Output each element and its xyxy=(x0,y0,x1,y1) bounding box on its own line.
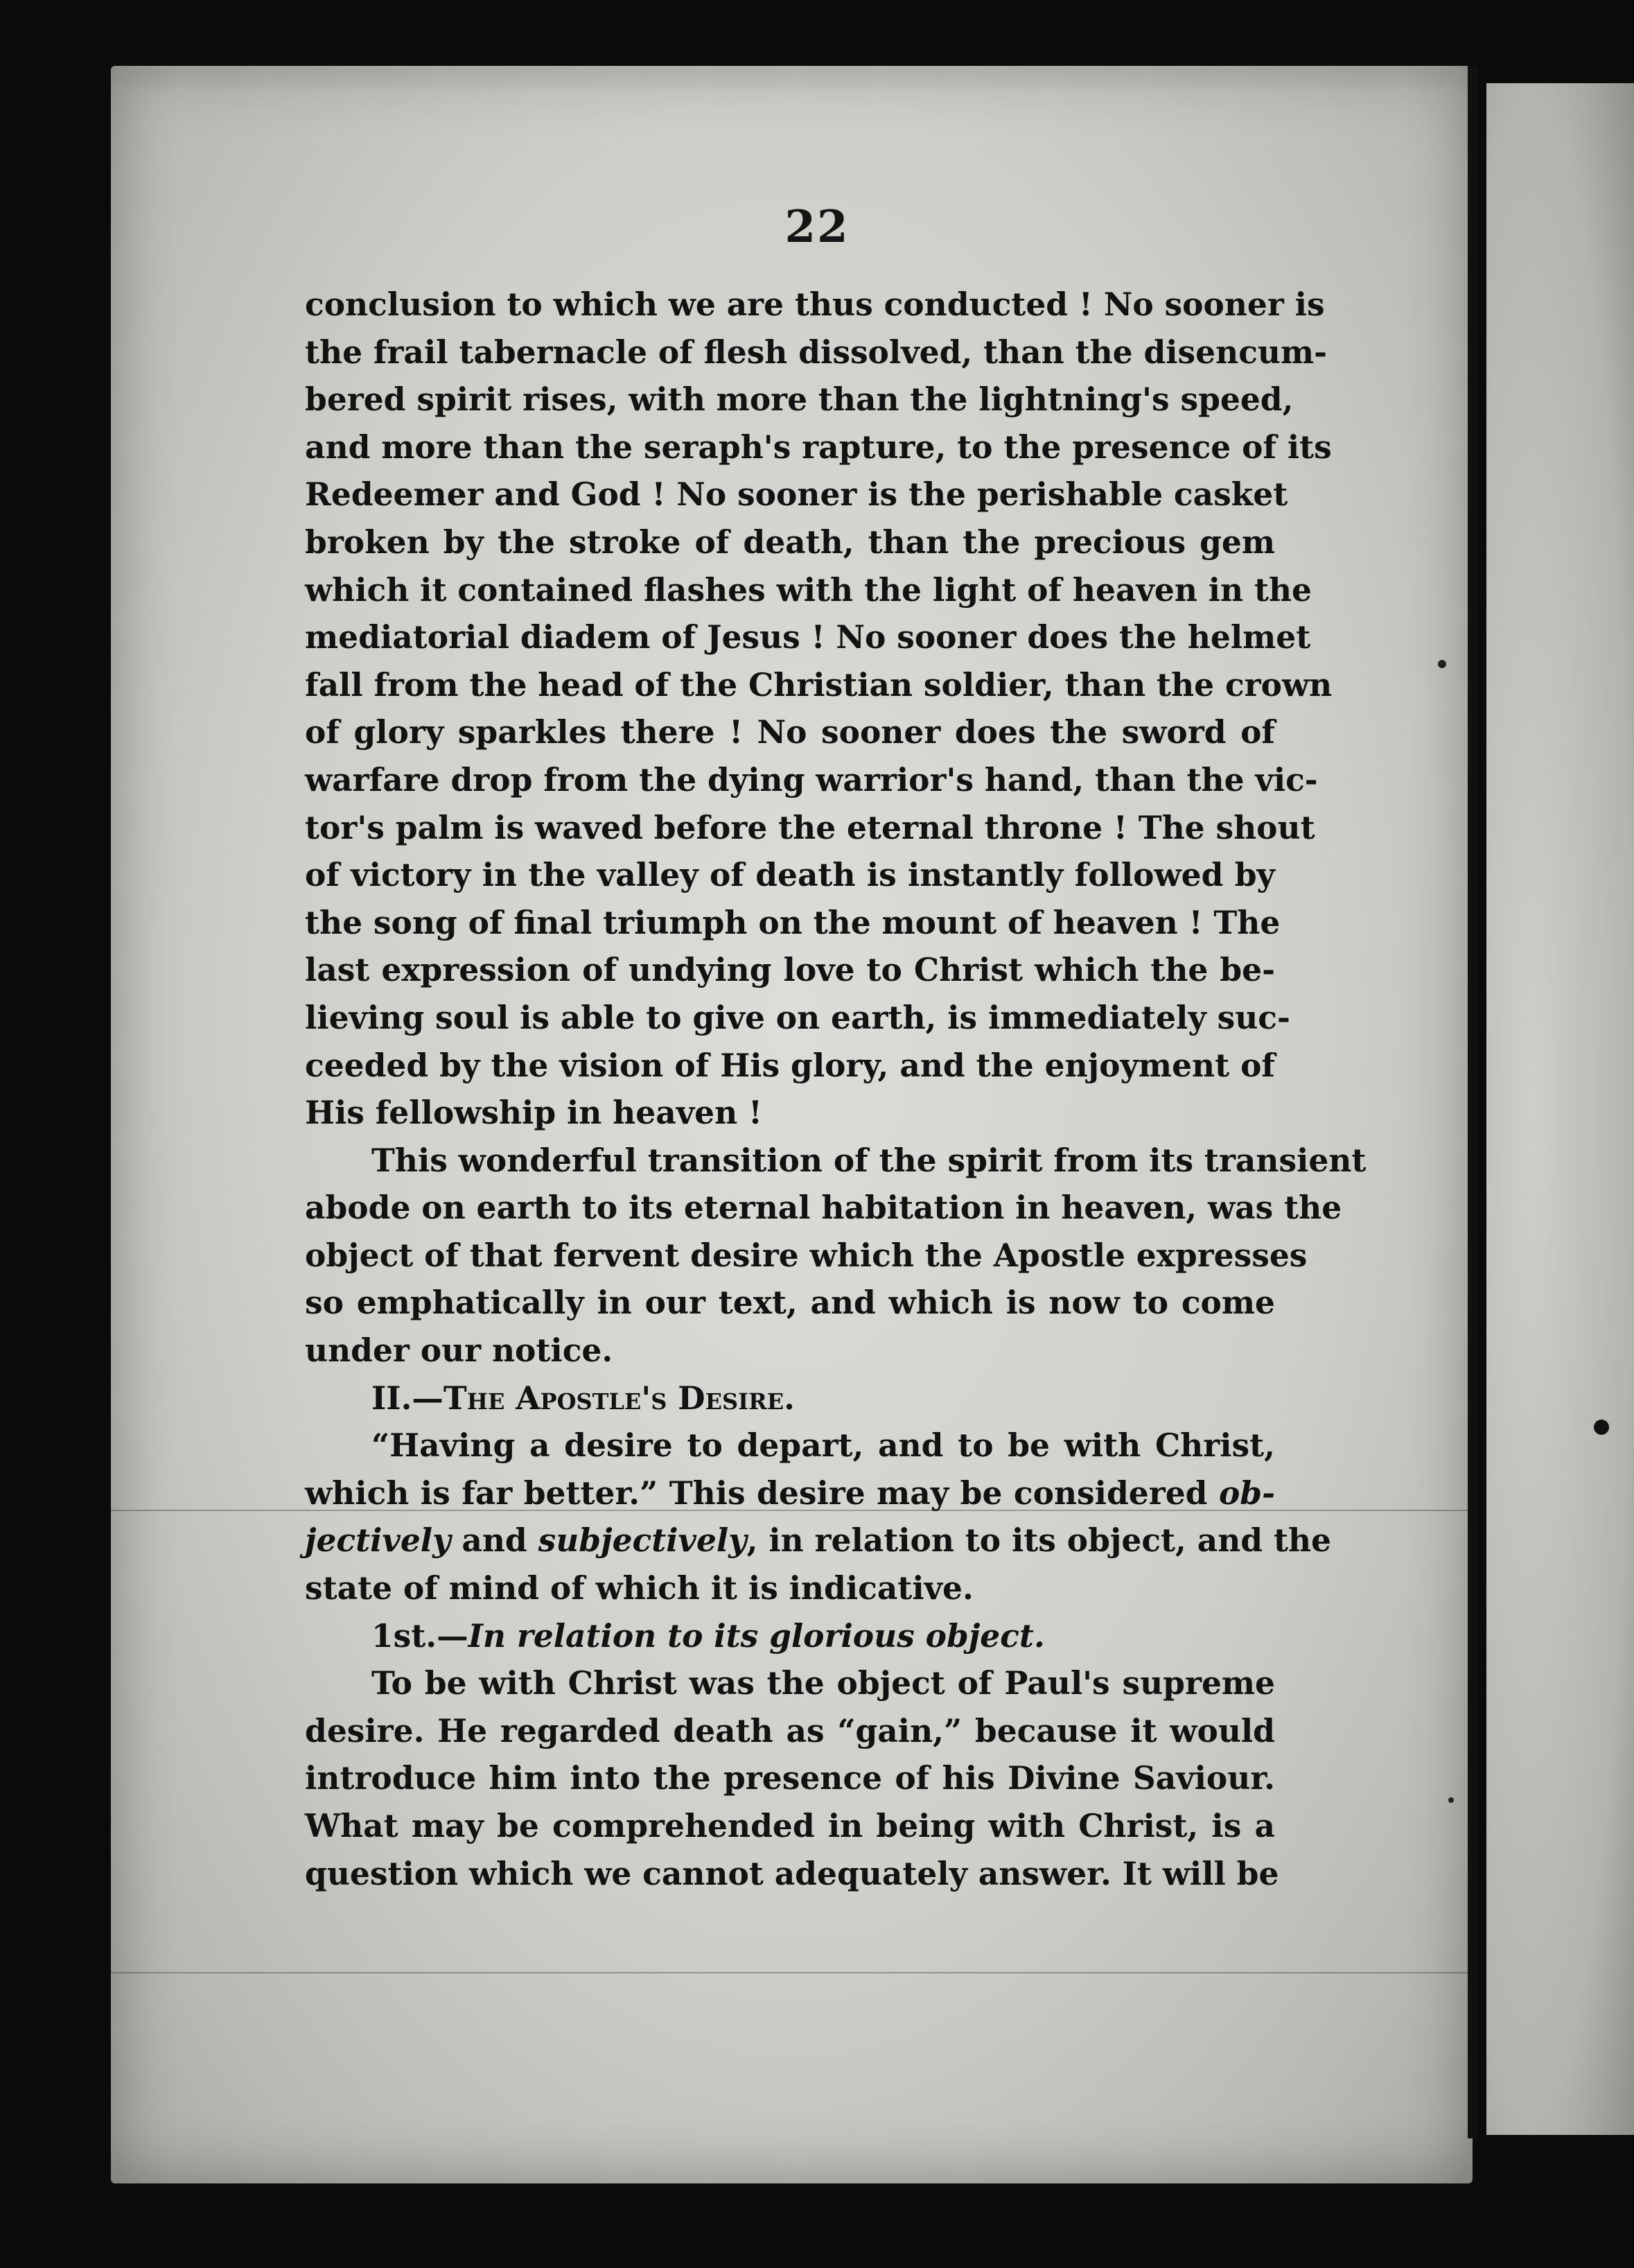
body-text xyxy=(305,281,1367,1897)
text-line: state of mind of which it is indicative. xyxy=(305,1569,974,1607)
page-gutter xyxy=(1468,66,1477,2138)
text-line: What may be comprehended in being with Christ, is a xyxy=(305,1807,1275,1844)
text-line: of glory sparkles there ! No sooner does the sword of xyxy=(305,713,1275,751)
text-line: bered spirit rises, with more than the lightning's speed, xyxy=(305,381,1294,419)
paragraph xyxy=(305,1659,1279,1897)
ink-spot xyxy=(1594,1420,1609,1435)
text-line: tor's palm is waved before the eternal throne ! The shout xyxy=(305,808,1315,846)
text-line: Redeemer and God ! No sooner is the perishable casket xyxy=(305,476,1288,514)
text-line: His fellowship in heaven ! xyxy=(305,1094,762,1132)
text-line: last expression of undying love to Christ which the be- xyxy=(305,951,1275,989)
text-run: , in relation to its object, and the xyxy=(746,1521,1331,1560)
text-line: the song of final triumph on the mount of heaven ! The xyxy=(305,903,1281,941)
text-run-italic: ob- xyxy=(1218,1474,1275,1512)
text-line: and more than the seraph's rapture, to the presence of its xyxy=(305,428,1332,466)
text-line: To be with Christ was the object of Paul's supreme xyxy=(371,1664,1275,1702)
text-line: This wonderful transition of the spirit from its transient xyxy=(371,1141,1367,1179)
section-numeral: II.— xyxy=(371,1379,443,1417)
subheading-ordinal: 1st.— xyxy=(371,1616,468,1655)
text-line: which it contained flashes with the light of heaven in the xyxy=(305,570,1312,609)
paragraph xyxy=(305,1422,1331,1612)
text-line: conclusion to which we are thus conducted ! No sooner is xyxy=(305,286,1325,323)
paragraph xyxy=(305,1137,1367,1375)
ink-speck xyxy=(1438,660,1446,668)
text-line: introduce him into the presence of his Divine Saviour. xyxy=(305,1759,1275,1797)
page-number: 22 xyxy=(784,201,850,253)
facing-page-edge xyxy=(1486,83,1634,2135)
text-line: under our notice. xyxy=(305,1332,613,1370)
subheading-title: In relation to its glorious object. xyxy=(468,1616,1045,1655)
section-title: The Apostle's Desire. xyxy=(443,1379,795,1417)
text-line: desire. He regarded death as “gain,” because it would xyxy=(305,1711,1275,1750)
text-line: so emphatically in our text, and which is now to come xyxy=(305,1284,1275,1322)
text-line: question which we cannot adequately answer. It will be xyxy=(305,1854,1279,1892)
paragraph xyxy=(305,281,1333,1137)
text-line: the frail tabernacle of flesh dissolved, than the disencum- xyxy=(305,333,1328,371)
text-line: warfare drop from the dying warrior's hand, than the vic- xyxy=(305,760,1318,799)
ink-speck xyxy=(1448,1797,1454,1803)
text-line: abode on earth to its eternal habitation in heaven, was the xyxy=(305,1189,1342,1227)
section-heading xyxy=(305,1375,1275,1422)
scan-fold-line xyxy=(111,1972,1469,1973)
text-run-italic: subjectively xyxy=(538,1521,747,1560)
text-line: object of that fervent desire which the Apostle expresses xyxy=(305,1236,1308,1274)
text-line: lieving soul is able to give on earth, is immediately suc- xyxy=(305,998,1290,1036)
text-run: and xyxy=(450,1521,538,1560)
text-line: “Having a desire to depart, and to be with Christ, xyxy=(371,1427,1275,1465)
text-line: broken by the stroke of death, than the precious gem xyxy=(305,523,1275,561)
text-line: mediatorial diadem of Jesus ! No sooner does the helmet xyxy=(305,618,1311,656)
text-line: of victory in the valley of death is instantly followed by xyxy=(305,856,1275,894)
text-run: which is far better.” This desire may be considered xyxy=(305,1474,1219,1512)
text-run-italic: jectively xyxy=(305,1521,451,1560)
text-line xyxy=(305,1469,1275,1517)
subheading xyxy=(305,1612,1275,1660)
text-line: fall from the head of the Christian soldier, than the crown xyxy=(305,665,1333,704)
text-line xyxy=(305,1517,1331,1564)
text-line: ceeded by the vision of His glory, and the enjoyment of xyxy=(305,1046,1275,1084)
